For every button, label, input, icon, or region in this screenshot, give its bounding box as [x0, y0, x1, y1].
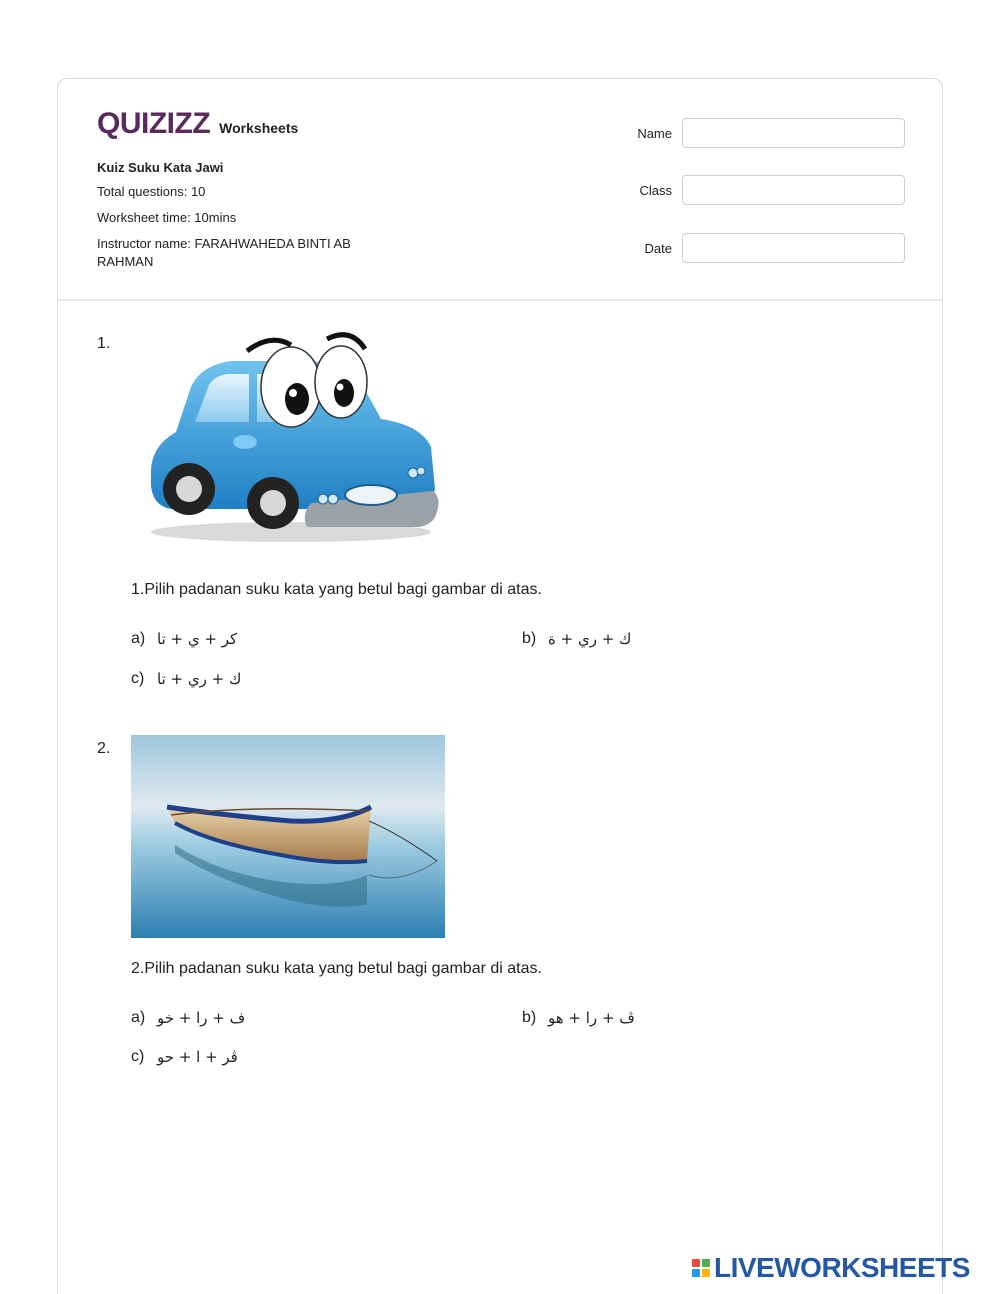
boat-image	[131, 735, 445, 938]
worksheet-time: Worksheet time: 10mins	[97, 210, 237, 225]
option-text: كر + ي + تا	[157, 630, 238, 648]
option-label: c)	[131, 1048, 145, 1065]
option-label: b)	[522, 1009, 537, 1026]
square-green	[702, 1259, 710, 1267]
liveworksheets-logo	[692, 1253, 970, 1283]
option-text: ك + ري + تا	[157, 670, 242, 688]
blue-cartoon-car-icon	[131, 327, 447, 549]
square-red	[692, 1259, 700, 1267]
worksheet-header	[58, 79, 942, 301]
brand-sub: Worksheets	[219, 120, 299, 136]
class-field-row	[618, 175, 908, 205]
instructor-name: Instructor name: FARAHWAHEDA BINTI AB RAHMAN	[97, 236, 351, 269]
worksheet-meta	[97, 160, 397, 279]
option-text: ڤر + ا + حو	[157, 1048, 238, 1066]
date-label: Date	[644, 240, 672, 256]
option-text: ڤ + را + هو	[548, 1009, 635, 1027]
quiz-title: Kuiz Suku Kata Jawi	[97, 160, 224, 175]
option-a[interactable]	[131, 630, 237, 648]
class-label: Class	[639, 182, 672, 198]
name-field-row	[618, 118, 908, 148]
question-1	[97, 335, 897, 705]
question-2	[97, 740, 897, 1080]
liveworksheets-text: LIVEWORKSHEETS	[714, 1252, 970, 1283]
option-label: b)	[522, 630, 537, 647]
liveworksheets-squares-icon	[692, 1259, 710, 1277]
square-yellow	[702, 1269, 710, 1277]
worksheet-card	[57, 78, 943, 1294]
option-a[interactable]	[131, 1009, 245, 1027]
question-text: 2.Pilih padanan suku kata yang betul bagi gambar di atas.	[131, 960, 542, 977]
brand-name: QUIZIZZ	[97, 107, 211, 140]
wooden-rowboat-icon	[131, 735, 445, 938]
question-number: 1.	[97, 335, 111, 352]
total-questions: Total questions: 10	[97, 184, 206, 199]
name-label: Name	[637, 125, 672, 141]
option-label: c)	[131, 670, 145, 687]
option-label: a)	[131, 1009, 146, 1026]
square-blue	[692, 1269, 700, 1277]
car-image	[131, 327, 447, 549]
name-input[interactable]	[682, 118, 905, 148]
option-c[interactable]	[131, 1048, 238, 1066]
option-b[interactable]	[522, 1009, 635, 1027]
question-text: 1.Pilih padanan suku kata yang betul bagi gambar di atas.	[131, 581, 542, 598]
option-b[interactable]	[522, 630, 631, 648]
question-number: 2.	[97, 740, 111, 757]
option-text: ف + را + خو	[157, 1009, 246, 1027]
option-label: a)	[131, 630, 146, 647]
class-input[interactable]	[682, 175, 905, 205]
date-field-row	[618, 233, 908, 263]
option-c[interactable]	[131, 670, 241, 688]
quizizz-logo	[97, 109, 298, 139]
option-text: ك + ري + ة	[548, 630, 632, 648]
date-input[interactable]	[682, 233, 905, 263]
